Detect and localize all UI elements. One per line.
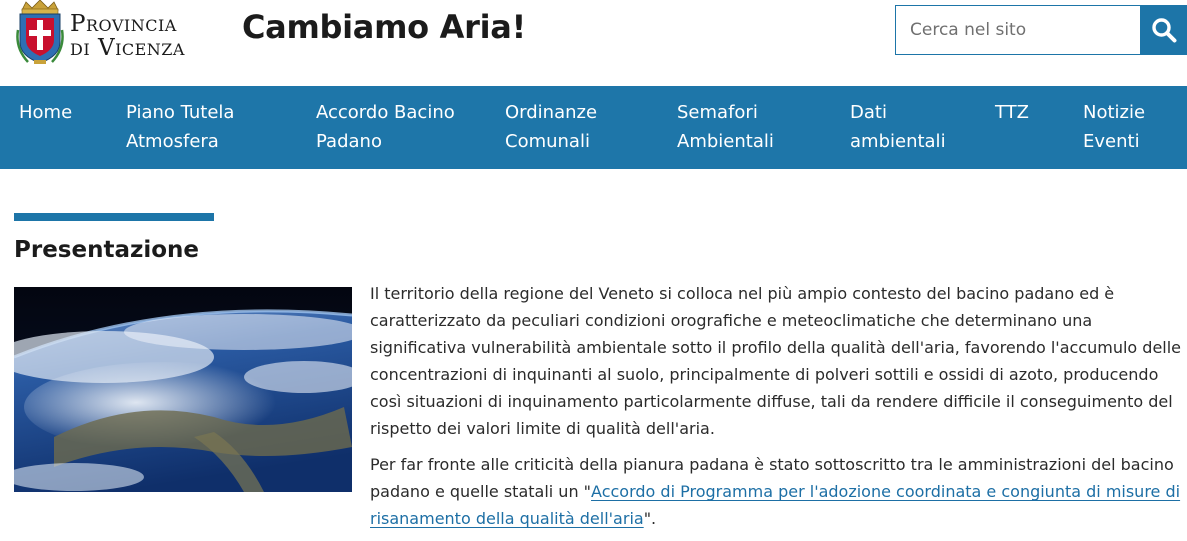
- organization-name: [70, 12, 185, 60]
- nav-item-label-2: Comunali: [505, 131, 590, 152]
- nav-item-label-2: ambientali: [850, 131, 946, 152]
- section-accent-bar: [14, 213, 214, 221]
- search-button[interactable]: [1140, 5, 1187, 55]
- nav-item-ordinanze-comunali[interactable]: [505, 98, 597, 156]
- nav-item-label: Ordinanze: [505, 102, 598, 123]
- nav-item-label: TTZ: [995, 102, 1030, 123]
- nav-item-ttz[interactable]: [995, 98, 1029, 127]
- nav-item-dati-ambientali[interactable]: [850, 98, 946, 156]
- search-input[interactable]: [895, 5, 1141, 55]
- nav-item-label: Dati: [850, 102, 887, 123]
- paragraph-text-end: ".: [643, 509, 657, 528]
- site-logo[interactable]: [16, 0, 226, 68]
- nav-item-piano-tutela-atmosfera[interactable]: [126, 98, 234, 156]
- section-title: Presentazione: [14, 237, 200, 263]
- nav-item-label: Home: [19, 102, 73, 123]
- nav-item-label: Piano Tutela: [126, 102, 235, 123]
- nav-item-label-2: Eventi: [1083, 131, 1140, 152]
- org-name-line2: di Vicenza: [70, 35, 185, 61]
- site-title[interactable]: Cambiamo Aria!: [242, 8, 526, 46]
- earth-from-space-image: [14, 287, 352, 492]
- nav-item-accordo-bacino-padano[interactable]: [316, 98, 455, 156]
- nav-item-label-2: Ambientali: [677, 131, 774, 152]
- paragraph: Il territorio della regione del Veneto si colloca nel più ampio contesto del bacino padano ed è caratterizzato da peculiari condizioni orografiche e meteoclimatiche che determinano una significativa vulnerabilità ambientale sotto il profilo della qualità dell'aria, favorendo l'accumulo delle concentrazioni di inquinanti al suolo, principalmente di polveri sottili e ossidi di azoto, producendo così situazioni di inquinamento particolarmente diffuse, tali da rendere difficile il conseguimento del rispetto dei valori limite di qualità dell'aria.: [370, 284, 1182, 438]
- nav-item-label: Accordo Bacino: [316, 102, 455, 123]
- main-navigation: [0, 86, 1187, 169]
- nav-item-label-2: Padano: [316, 131, 382, 152]
- org-name-line1: Provincia: [70, 11, 177, 37]
- nav-item-semafori-ambientali[interactable]: [677, 98, 774, 156]
- nav-item-home[interactable]: [19, 98, 72, 127]
- nav-item-label-2: Atmosfera: [126, 131, 219, 152]
- search-icon: [1151, 17, 1177, 43]
- nav-item-label: Notizie: [1083, 102, 1146, 123]
- site-header: [0, 0, 1187, 86]
- crest-icon: [16, 0, 64, 66]
- accordo-programma-link[interactable]: Accordo di Programma per l'adozione coordinata e congiunta di misure di risanamento della qualità dell'aria: [370, 482, 1181, 528]
- presentation-text: [370, 280, 1187, 541]
- paragraph-text: Per far fronte alle criticità della pianura padana è stato sottoscritto tra le amministrazioni del bacino padano e quelle statali un ": [370, 455, 1174, 501]
- nav-item-label: Semafori: [677, 102, 758, 123]
- nav-item-notizie-eventi[interactable]: [1083, 98, 1145, 156]
